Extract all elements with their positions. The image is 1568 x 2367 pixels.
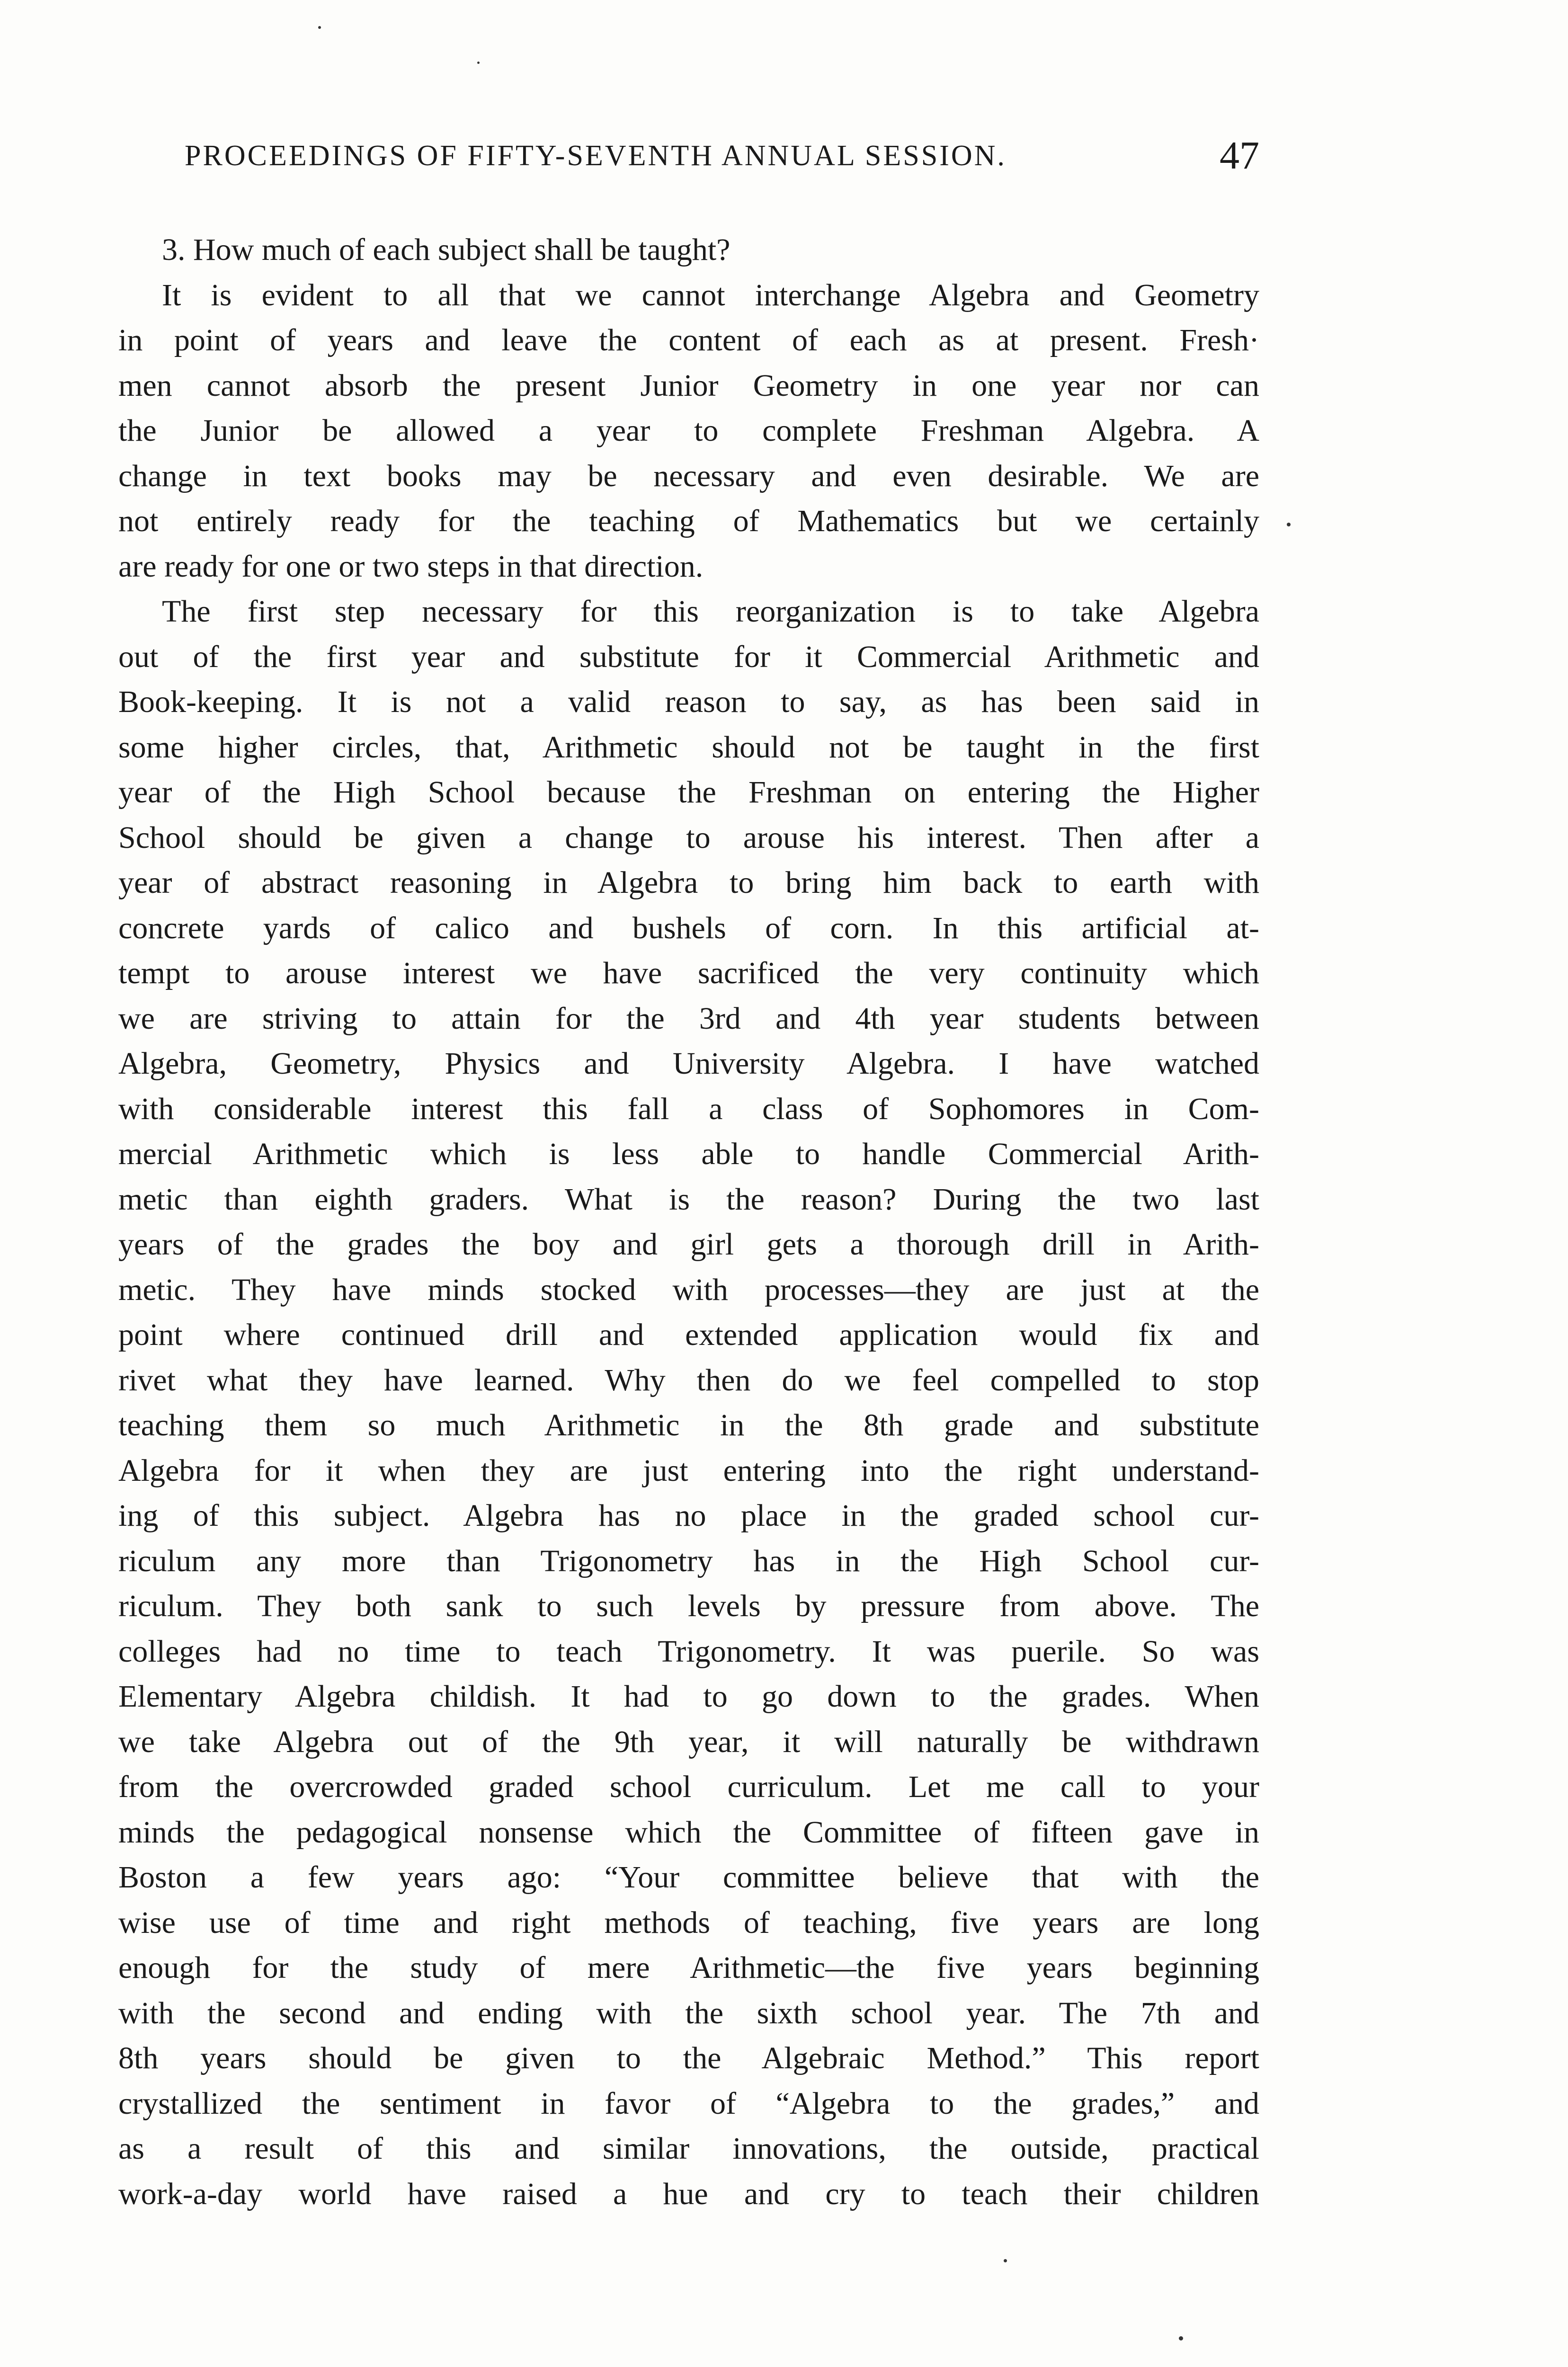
text-line: from the overcrowded graded school curriculum. Let me call to your [118,1770,1259,1804]
text-line: change in text books may be necessary and even desirable. We are [118,458,1259,493]
text-line: ing of this subject. Algebra has no place in the graded school cur- [118,1498,1259,1533]
text-line: work-a-day world have raised a hue and cry to teach their children [118,2176,1259,2211]
text-line: riculum any more than Trigonometry has in the High School cur- [118,1543,1259,1578]
print-speck [1004,2259,1007,2262]
text-line: crystallized the sentiment in favor of “Algebra to the grades,” and [118,2086,1259,2121]
running-head [185,133,1259,189]
text-line: are ready for one or two steps in that direction. [118,549,704,584]
print-speck [1179,2336,1183,2340]
text-line: year of abstract reasoning in Algebra to bring him back to earth with [118,865,1259,900]
text-line: with considerable interest this fall a class of Sophomores in Com- [118,1091,1259,1126]
text-line: the Junior be allowed a year to complete Freshman Algebra. A [118,413,1259,448]
text-line: Algebra for it when they are just entering into the right understand- [118,1453,1259,1488]
text-line: colleges had no time to teach Trigonometry. It was puerile. So was [118,1634,1259,1669]
text-line: The first step necessary for this reorganization is to take Algebra [162,594,1259,629]
page-number: 47 [1220,133,1259,178]
body-text [118,227,1259,2216]
text-line: men cannot absorb the present Junior Geometry in one year nor can [118,368,1259,403]
question-heading: 3. How much of each subject shall be taught? [162,232,731,267]
print-speck [477,62,480,64]
text-line: as a result of this and similar innovations, the outside, practical [118,2131,1259,2166]
text-line: teaching them so much Arithmetic in the 8th grade and substitute [118,1408,1259,1442]
text-line: concrete yards of calico and bushels of corn. In this artificial at- [118,910,1259,945]
text-line: Elementary Algebra childish. It had to go down to the grades. When [118,1679,1259,1714]
text-line: metic than eighth graders. What is the reason? During the two last [118,1182,1259,1217]
text-line: with the second and ending with the sixth school year. The 7th and [118,1995,1259,2030]
text-line: year of the High School because the Freshman on entering the Higher [118,775,1259,810]
text-line: not entirely ready for the teaching of Mathematics but we certainly [118,504,1259,538]
print-speck [1287,523,1291,526]
text-line: point where continued drill and extended application would fix and [118,1317,1259,1352]
text-line: It is evident to all that we cannot interchange Algebra and Geometry [162,277,1259,312]
print-speck [318,26,321,29]
text-line: in point of years and leave the content of each as at present. Fresh· [118,323,1259,357]
text-line: out of the first year and substitute for it Commercial Arithmetic and [118,639,1259,674]
text-line: enough for the study of mere Arithmetic—the five years beginning [118,1950,1259,1985]
text-line: years of the grades the boy and girl gets a thorough drill in Arith- [118,1227,1259,1262]
text-line: riculum. They both sank to such levels by pressure from above. The [118,1589,1259,1623]
text-line: mercial Arithmetic which is less able to handle Commercial Arith- [118,1137,1259,1171]
text-line: Algebra, Geometry, Physics and University Algebra. I have watched [118,1046,1259,1081]
text-line: we take Algebra out of the 9th year, it will naturally be withdrawn [118,1724,1259,1759]
text-line: School should be given a change to arouse his interest. Then after a [118,820,1259,855]
text-line: 8th years should be given to the Algebraic Method.” This report [118,2041,1259,2075]
text-line: wise use of time and right methods of teaching, five years are long [118,1905,1259,1940]
running-head-title: PROCEEDINGS OF FIFTY-SEVENTH ANNUAL SESSION. [185,140,1007,172]
text-line: Book-keeping. It is not a valid reason to say, as has been said in [118,685,1259,719]
text-line: minds the pedagogical nonsense which the Committee of fifteen gave in [118,1815,1259,1850]
text-line: Boston a few years ago: “Your committee believe that with the [118,1860,1259,1895]
text-line: some higher circles, that, Arithmetic should not be taught in the first [118,730,1259,765]
text-line: tempt to arouse interest we have sacrificed the very continuity which [118,956,1259,990]
text-line: metic. They have minds stocked with processes—they are just at the [118,1272,1259,1307]
text-line: rivet what they have learned. Why then do we feel compelled to stop [118,1362,1259,1397]
text-line: we are striving to attain for the 3rd and 4th year students between [118,1001,1259,1036]
